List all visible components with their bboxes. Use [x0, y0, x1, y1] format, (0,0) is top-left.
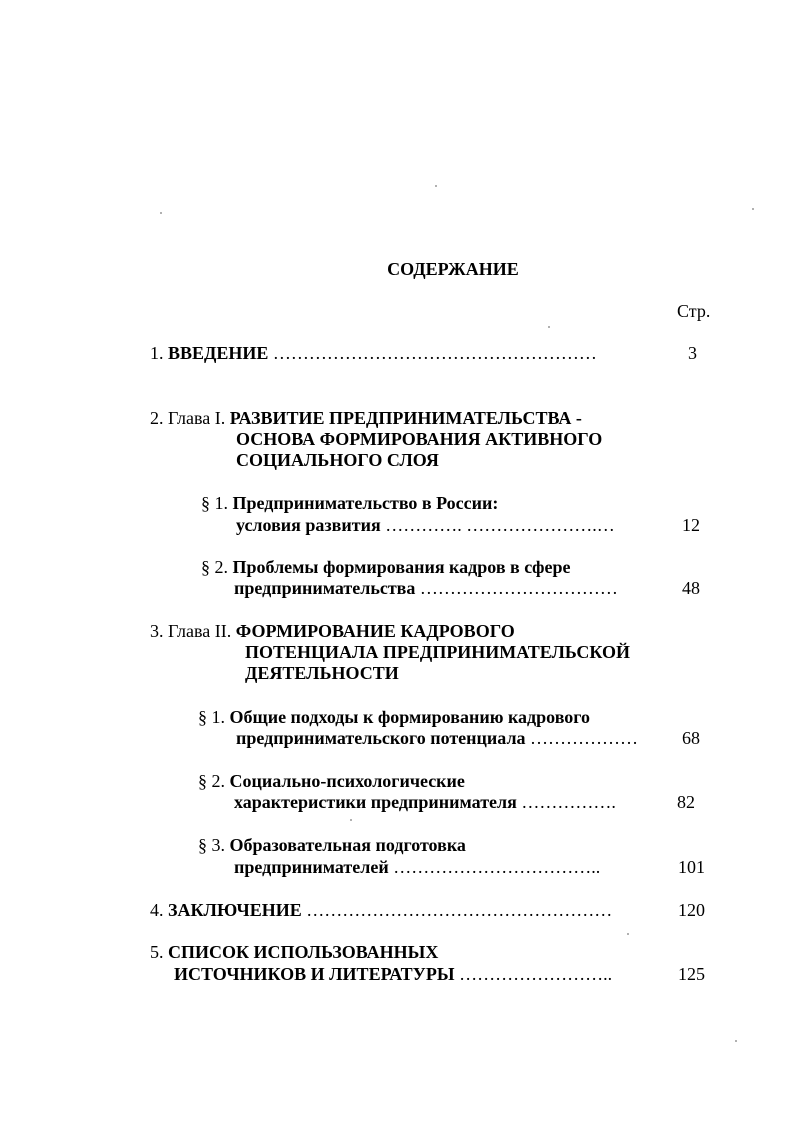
- leader-dots: ……………………………: [419, 578, 618, 598]
- section-title-line-2: предпринимательства: [234, 578, 416, 598]
- leader-dots: ……………………………………………: [306, 900, 613, 920]
- toc-section-2-2[interactable]: [198, 770, 465, 792]
- section-title-line-2-row: [234, 577, 618, 599]
- entry-number: 5.: [150, 942, 164, 962]
- entry-number: 4.: [150, 900, 164, 920]
- section-title-line-1: Образовательная подготовка: [229, 835, 466, 855]
- section-title-line-1: Социально-психологические: [229, 771, 465, 791]
- chapter-title-line-3: ДЕЯТЕЛЬНОСТИ: [245, 663, 399, 683]
- toc-section-1-2[interactable]: [201, 556, 570, 578]
- scan-speck: [548, 326, 550, 328]
- entry-title: ЗАКЛЮЧЕНИЕ: [168, 900, 302, 920]
- toc-section-1-1[interactable]: [201, 492, 498, 514]
- toc-section-2-1[interactable]: [198, 706, 590, 728]
- page-number: 12: [682, 515, 700, 535]
- leader-dots: ……………………..: [459, 964, 613, 984]
- section-title-line-2-row: [234, 856, 600, 878]
- chapter-prefix: 2. Глава I.: [150, 408, 226, 428]
- section-title-line-2-row: [236, 514, 615, 536]
- leader-dots: ………………………………………………: [272, 343, 597, 363]
- page-number: 101: [678, 857, 705, 877]
- section-title-line-2: предпринимательского потенциала: [236, 728, 526, 748]
- section-title-line-2: условия развития: [236, 515, 381, 535]
- chapter-title-line-1: ФОРМИРОВАНИЕ КАДРОВОГО: [235, 621, 515, 641]
- toc-section-2-3[interactable]: [198, 834, 466, 856]
- section-number: § 1.: [201, 493, 228, 513]
- entry-title-line-1: СПИСОК ИСПОЛЬЗОВАННЫХ: [168, 942, 439, 962]
- leader-dots: ……………………………..: [393, 857, 601, 877]
- scan-speck: [627, 933, 629, 935]
- section-title-line-1: Предпринимательство в России:: [232, 493, 499, 513]
- chapter-title-line-3: СОЦИАЛЬНОГО СЛОЯ: [236, 450, 439, 470]
- page-number: 82: [677, 792, 695, 812]
- page-column-label: Стр.: [677, 301, 711, 321]
- section-title-line-1: Проблемы формирования кадров в сфере: [232, 557, 571, 577]
- section-title-line-2: предпринимателей: [234, 857, 389, 877]
- toc-entry-intro[interactable]: [150, 342, 597, 364]
- scan-speck: [350, 819, 352, 821]
- section-number: § 2.: [198, 771, 225, 791]
- section-title-line-2-row: [236, 727, 638, 749]
- page-number: 3: [688, 343, 697, 363]
- scan-speck: [160, 212, 162, 214]
- section-title-line-2-row: [234, 791, 616, 813]
- toc-entry-conclusion[interactable]: [150, 899, 612, 921]
- section-number: § 3.: [198, 835, 225, 855]
- scan-speck: [735, 1040, 737, 1042]
- leader-dots: …………. ………………….…: [385, 515, 615, 535]
- entry-title-line-2-row: [174, 963, 612, 985]
- entry-title-line-2: ИСТОЧНИКОВ И ЛИТЕРАТУРЫ: [174, 964, 455, 984]
- chapter-title-line-2: ПОТЕНЦИАЛА ПРЕДПРИНИМАТЕЛЬСКОЙ: [245, 642, 630, 662]
- chapter-title-line-1: РАЗВИТИЕ ПРЕДПРИНИМАТЕЛЬСТВА -: [229, 408, 582, 428]
- leader-dots: …………….: [521, 792, 616, 812]
- entry-number: 1.: [150, 343, 164, 363]
- toc-chapter-1[interactable]: [150, 407, 582, 429]
- page-number: 120: [678, 900, 705, 920]
- section-number: § 2.: [201, 557, 228, 577]
- page-number: 125: [678, 964, 705, 984]
- chapter-prefix: 3. Глава II.: [150, 621, 232, 641]
- page-title: СОДЕРЖАНИЕ: [387, 259, 519, 279]
- entry-title: ВВЕДЕНИЕ: [168, 343, 269, 363]
- toc-chapter-2[interactable]: [150, 620, 515, 642]
- section-number: § 1.: [198, 707, 225, 727]
- scan-speck: [435, 185, 437, 187]
- scan-speck: [752, 208, 754, 210]
- chapter-title-line-2: ОСНОВА ФОРМИРОВАНИЯ АКТИВНОГО: [236, 429, 603, 449]
- page-number: 48: [682, 578, 700, 598]
- leader-dots: ………………: [530, 728, 639, 748]
- toc-entry-sources[interactable]: [150, 941, 438, 963]
- section-title-line-1: Общие подходы к формированию кадрового: [229, 707, 591, 727]
- page-number: 68: [682, 728, 700, 748]
- section-title-line-2: характеристики предпринимателя: [234, 792, 517, 812]
